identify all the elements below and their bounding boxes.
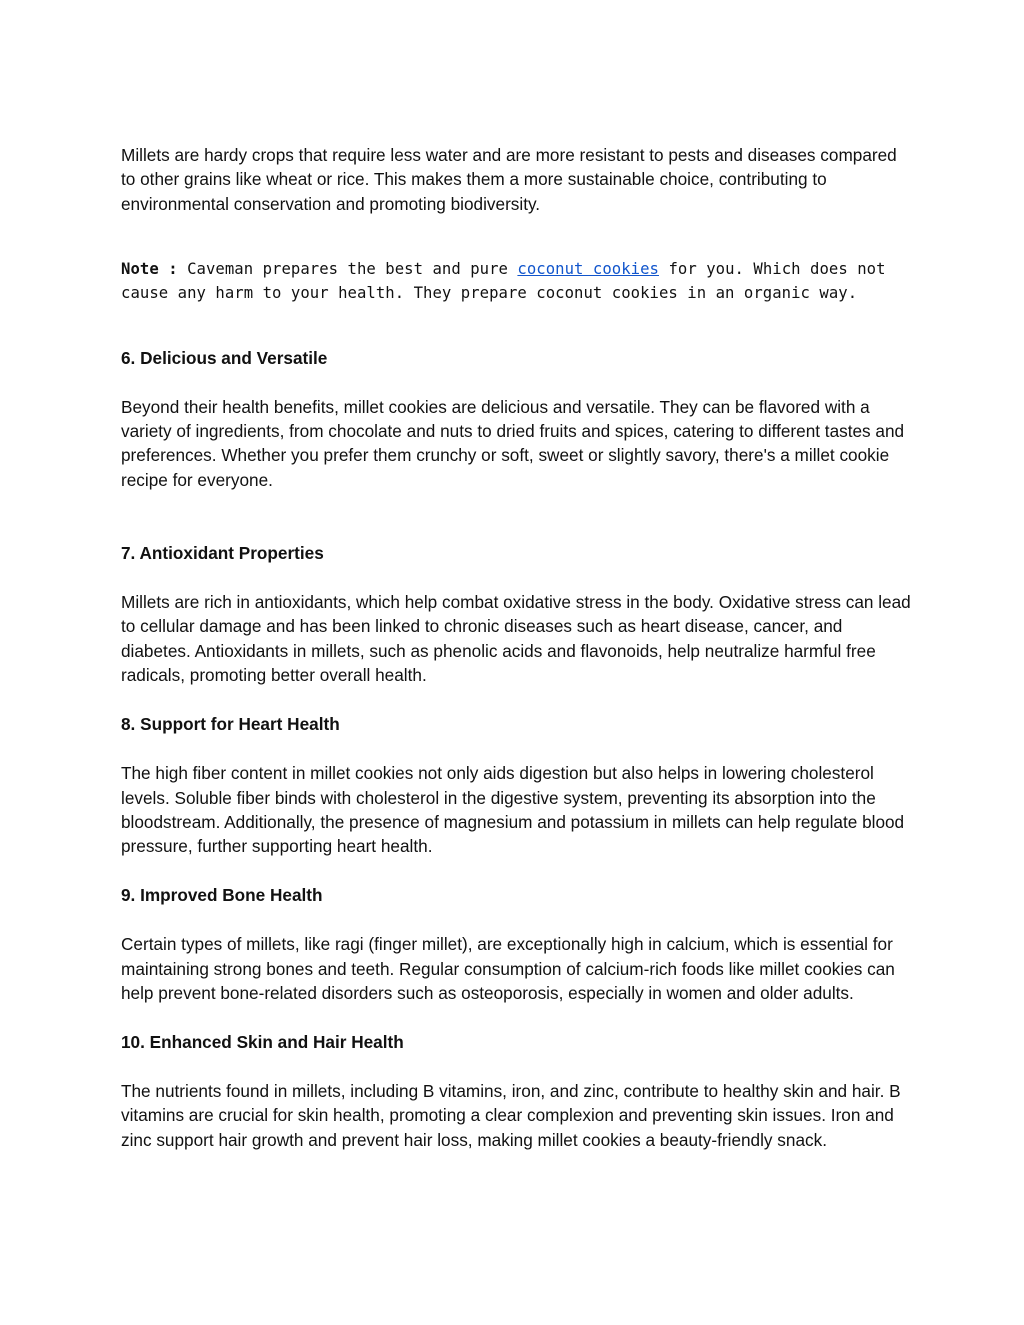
paragraph-antioxidant-properties: Millets are rich in antioxidants, which help combat oxidative stress in the body. Oxidative stress can lead to cellular damage and has been linked to chronic diseases such as heart disease, cancer, and diabetes. Antioxidants in millets, such as phenolic acids and flavonoids, help neutralize harmful free radicals, promoting better overall health. xyxy=(121,592,911,686)
heading-antioxidant-properties: 7. Antioxidant Properties xyxy=(121,543,324,564)
note-paragraph xyxy=(121,257,911,305)
heading-heart-health: 8. Support for Heart Health xyxy=(121,714,340,735)
paragraph-bone-health: Certain types of millets, like ragi (finger millet), are exceptionally high in calcium, which is essential for maintaining strong bones and teeth. Regular consumption of calcium-rich foods like millet cookies can help prevent bone-related disorders such as osteoporosis, especially in women and older adults. xyxy=(121,934,895,1003)
document-page xyxy=(121,143,911,1152)
paragraph-skin-hair-health: The nutrients found in millets, including B vitamins, iron, and zinc, contribute to healthy skin and hair. B vitamins are crucial for skin health, promoting a clear complexion and preventing skin issues. Iron and zinc support hair growth and prevent hair loss, making millet cookies a beauty-friendly snack. xyxy=(121,1080,901,1150)
coconut-cookies-link[interactable]: coconut cookies xyxy=(517,260,659,279)
heading-skin-hair-health: 10. Enhanced Skin and Hair Health xyxy=(121,1031,404,1052)
heading-bone-health: 9. Improved Bone Health xyxy=(121,885,323,906)
paragraph-heart-health: The high fiber content in millet cookies not only aids digestion but also helps in lowering cholesterol levels. Soluble fiber binds with cholesterol in the digestive system, preventing its absorption into the bloodstream. Additionally, the presence of magnesium and potassium in millets can help regulate blood pressure, further supporting heart health. xyxy=(121,763,905,857)
paragraph-sustainability: Millets are hardy crops that require less water and are more resistant to pests and diseases compared to other grains like wheat or rice. This makes them a more sustainable choice, contributing to environmental conservation and promoting biodiversity. xyxy=(121,145,897,214)
note-label: Note : xyxy=(121,260,178,279)
paragraph-delicious-versatile: Beyond their health benefits, millet cookies are delicious and versatile. They can be flavored with a variety of ingredients, from chocolate and nuts to dried fruits and spices, catering to different tastes and preferences. Whether you prefer them crunchy or soft, sweet or slightly savory, there's a millet cookie recipe for everyone. xyxy=(121,396,905,490)
heading-delicious-versatile: 6. Delicious and Versatile xyxy=(121,347,328,368)
note-text-before-link: Caveman prepares the best and pure xyxy=(177,260,518,279)
note-text-after-link: for you. Which does not cause any harm to your health. They prepare coconut cookies in an organic way. xyxy=(121,260,886,303)
